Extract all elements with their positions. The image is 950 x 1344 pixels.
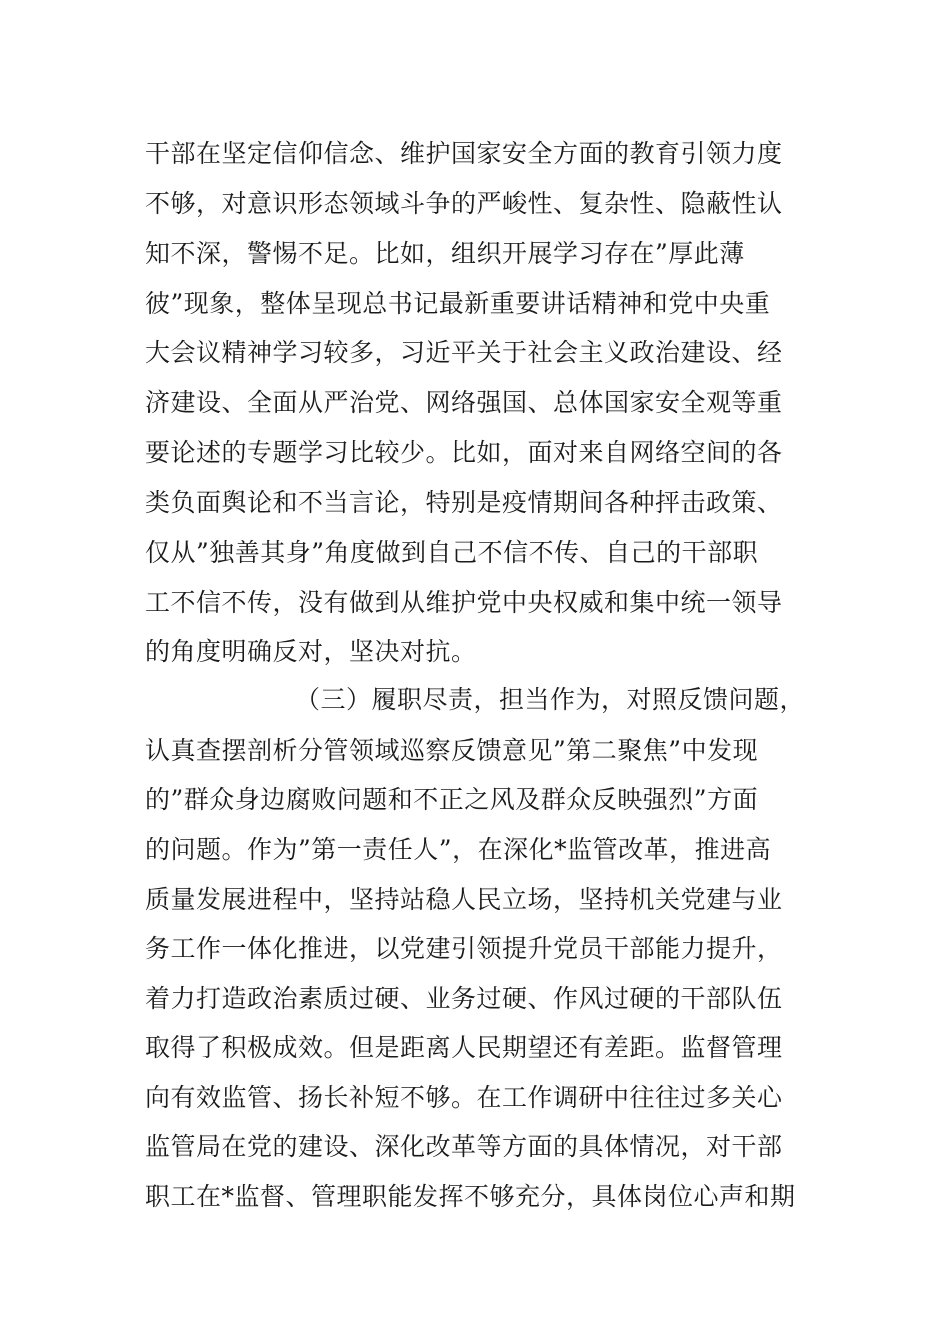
paragraph-2-line: 的”群众身边腐败问题和不正之风及群众反映强烈”方面 [145,785,759,814]
paragraph-1-line: 仅从”独善其身”角度做到自己不信不传、自己的干部职 [145,538,759,567]
paragraph-1-line: 大会议精神学习较多，习近平关于社会主义政治建设、经 [145,338,783,367]
paragraph-1-line: 的角度明确反对，坚决对抗。 [145,637,477,666]
paragraph-2-line: 监管局在党的建设、深化改革等方面的具体情况，对干部 [145,1132,783,1161]
paragraph-2-line: 认真查摆剖析分管领域巡察反馈意见”第二聚焦”中发现 [145,736,759,765]
paragraph-2-line: 职工在*监督、管理职能发挥不够充分，具体岗位心声和期 [145,1182,796,1211]
paragraph-1-line: 干部在坚定信仰信念、维护国家安全方面的教育引领力度 [145,139,783,168]
paragraph-2-line: 务工作一体化推进，以党建引领提升党员干部能力提升， [145,934,783,963]
paragraph-1-line: 不够，对意识形态领域斗争的严峻性、复杂性、隐蔽性认 [145,189,783,218]
paragraph-1-line: 知不深，警惕不足。比如，组织开展学习存在”厚此薄 [145,239,745,268]
paragraph-1-line: 济建设、全面从严治党、网络强国、总体国家安全观等重 [145,388,783,417]
paragraph-2-line: 质量发展进程中，坚持站稳人民立场，坚持机关党建与业 [145,885,783,914]
paragraph-2-line: 向有效监管、扬长补短不够。在工作调研中往往过多关心 [145,1083,783,1112]
paragraph-1-line: 彼”现象，整体呈现总书记最新重要讲话精神和党中央重 [145,289,771,318]
paragraph-2-line: 的问题。作为”第一责任人”，在深化*监管改革，推进高 [145,835,772,864]
section-heading-line: （三）履职尽责，担当作为，对照反馈问题， [295,685,806,714]
paragraph-1-line: 类负面舆论和不当言论，特别是疫情期间各种抨击政策、 [145,488,783,517]
paragraph-1-line: 工不信不传，没有做到从维护党中央权威和集中统一领导 [145,588,783,617]
paragraph-1-line: 要论述的专题学习比较少。比如，面对来自网络空间的各 [145,438,783,467]
paragraph-2-line: 着力打造政治素质过硬、业务过硬、作风过硬的干部队伍 [145,984,783,1013]
paragraph-2-line: 取得了积极成效。但是距离人民期望还有差距。监督管理 [145,1033,783,1062]
